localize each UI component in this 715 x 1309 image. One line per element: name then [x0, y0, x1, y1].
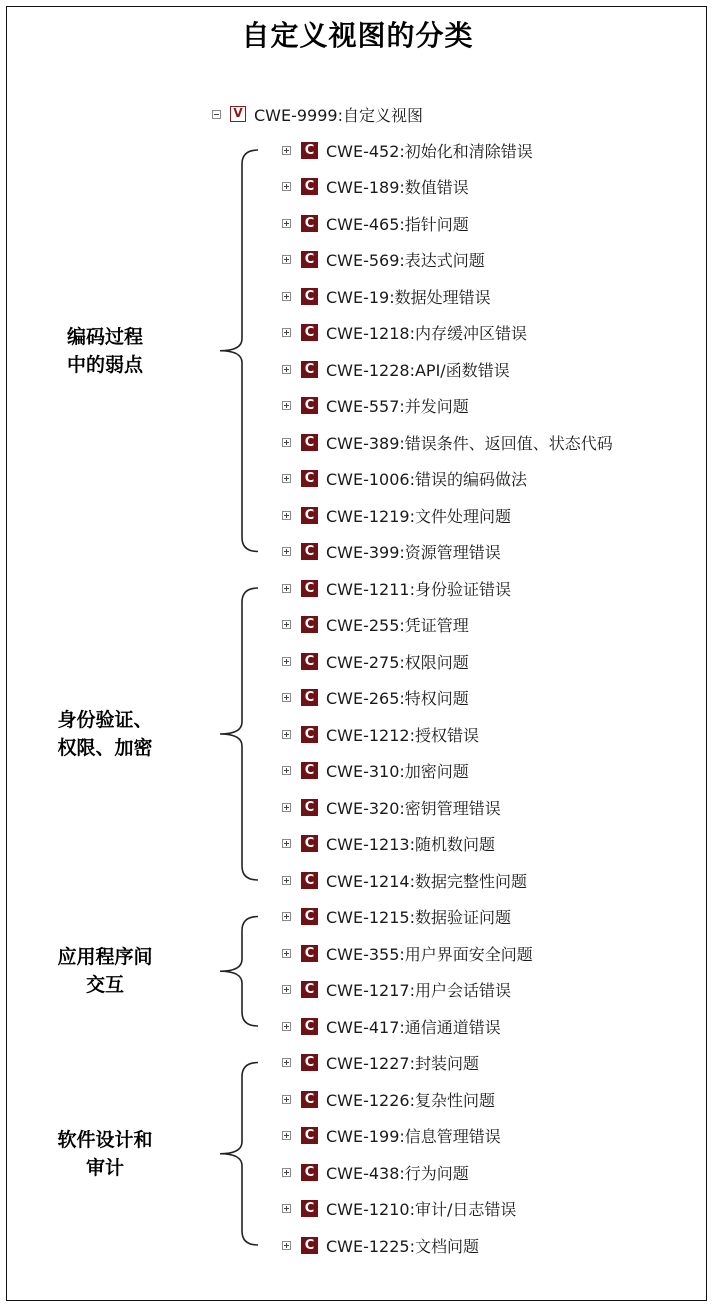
group-label-line: 身份验证、 [57, 709, 153, 731]
expand-icon[interactable] [282, 766, 291, 775]
category-icon: C [301, 288, 318, 305]
tree-item[interactable] [282, 467, 527, 491]
tree-item-label: CWE-310:加密问题 [326, 762, 469, 781]
expand-icon[interactable] [282, 876, 291, 885]
tree-item-label: CWE-1006:错误的编码做法 [326, 470, 527, 489]
expand-icon[interactable] [282, 219, 291, 228]
expand-icon[interactable] [282, 1168, 291, 1177]
tree-item-label: CWE-389:错误条件、返回值、状态代码 [326, 433, 613, 453]
category-icon: C [301, 1127, 318, 1144]
tree-item-label: CWE-452:初始化和清除错误 [326, 141, 533, 161]
category-icon: C [301, 178, 318, 195]
tree-item[interactable] [282, 941, 533, 965]
group-label-line: 权限、加密 [57, 737, 153, 759]
tree-item-label: CWE-1213:随机数问题 [326, 835, 495, 854]
tree-item[interactable] [282, 1197, 516, 1221]
tree-item[interactable] [282, 138, 533, 162]
tree-item[interactable] [282, 905, 511, 929]
expand-icon[interactable] [282, 584, 291, 593]
tree-item[interactable] [282, 211, 469, 235]
group-label [10, 943, 200, 999]
tree-item-label: CWE-1218:内存缓冲区错误 [326, 324, 527, 343]
category-icon: C [301, 251, 318, 268]
tree-item[interactable] [282, 321, 527, 345]
tree-item[interactable] [282, 357, 510, 381]
group-brace [220, 917, 258, 1027]
tree-item-label: CWE-1219:文件处理问题 [326, 506, 511, 526]
category-icon: C [301, 361, 318, 378]
tree-item[interactable] [282, 722, 479, 746]
tree-item[interactable] [282, 978, 511, 1002]
category-icon: C [301, 872, 318, 889]
tree-item-label: CWE-1226:复杂性问题 [326, 1090, 495, 1110]
tree-item-label: CWE-1211:身份验证错误 [326, 579, 511, 599]
tree-item[interactable] [282, 1233, 479, 1257]
tree-item-label: CWE-1227:封装问题 [326, 1054, 479, 1073]
expand-icon[interactable] [282, 1204, 291, 1213]
category-icon: C [301, 945, 318, 962]
category-icon: C [301, 434, 318, 451]
category-icon: C [301, 726, 318, 743]
group-label [10, 1126, 200, 1182]
category-icon: C [301, 799, 318, 816]
group-label [10, 706, 200, 762]
group-label-line: 软件设计和 [57, 1128, 153, 1151]
tree-item[interactable] [282, 759, 469, 783]
tree-item[interactable] [282, 1014, 501, 1038]
group-brace [220, 588, 258, 880]
expand-icon[interactable] [282, 949, 291, 958]
group-label-line: 应用程序间 [57, 946, 153, 969]
group-brace [220, 1063, 258, 1246]
expand-icon[interactable] [282, 1022, 291, 1031]
tree-item-label: CWE-1217:用户会话错误 [326, 981, 511, 1000]
tree-item-label: CWE-417:通信通道错误 [326, 1017, 501, 1037]
diagram-title: 自定义视图的分类 [241, 19, 474, 52]
category-icon: C [301, 1237, 318, 1254]
tree-item[interactable] [282, 576, 511, 600]
view-icon: V [230, 106, 246, 122]
tree-item[interactable] [282, 1160, 469, 1184]
tree-item[interactable] [282, 649, 469, 673]
tree-item-label: CWE-320:密钥管理错误 [326, 798, 501, 818]
tree-item-label: CWE-1212:授权错误 [326, 725, 479, 745]
category-icon: C [301, 762, 318, 779]
root-label: CWE-9999:自定义视图 [254, 105, 423, 125]
expand-icon[interactable] [282, 730, 291, 739]
expand-icon[interactable] [282, 803, 291, 812]
tree-item-label: CWE-569:表达式问题 [326, 251, 485, 270]
expand-icon[interactable] [282, 547, 291, 556]
group-brace [220, 150, 258, 552]
category-icon: C [301, 324, 318, 341]
expand-icon[interactable] [282, 292, 291, 301]
tree-item-label: CWE-1215:数据验证问题 [326, 908, 511, 927]
expand-icon[interactable] [282, 1058, 291, 1067]
category-icon: C [301, 397, 318, 414]
tree-item-label: CWE-399:资源管理错误 [326, 543, 501, 562]
tree-item[interactable] [282, 430, 613, 454]
expand-icon[interactable] [282, 146, 291, 155]
category-icon: C [301, 689, 318, 706]
expand-icon[interactable] [282, 1241, 291, 1250]
tree-item[interactable] [282, 832, 495, 856]
tree-item-label: CWE-1225:文档问题 [326, 1236, 479, 1256]
tree-item-label: CWE-1210:审计/日志错误 [326, 1200, 517, 1219]
tree-item-label: CWE-1214:数据完整性问题 [326, 871, 527, 891]
tree-item-label: CWE-255:凭证管理 [326, 616, 469, 635]
tree-item[interactable] [282, 175, 469, 199]
expand-icon[interactable] [282, 511, 291, 520]
expand-icon[interactable] [282, 620, 291, 629]
expand-icon[interactable] [282, 438, 291, 447]
tree-item[interactable] [282, 1124, 501, 1148]
tree-item-label: CWE-275:权限问题 [326, 652, 469, 672]
expand-icon[interactable] [282, 657, 291, 666]
expand-icon[interactable] [282, 1095, 291, 1104]
expand-icon[interactable] [282, 255, 291, 264]
tree-item[interactable] [282, 1087, 495, 1111]
category-icon: C [301, 1018, 318, 1035]
category-icon: C [301, 981, 318, 998]
category-icon: C [301, 1200, 318, 1217]
tree-item[interactable] [282, 284, 491, 308]
category-icon: C [301, 653, 318, 670]
tree-item-label: CWE-265:特权问题 [326, 689, 469, 708]
tree-item-label: CWE-438:行为问题 [326, 1163, 469, 1183]
category-icon: C [301, 142, 318, 159]
tree-item[interactable] [282, 540, 501, 564]
tree-item[interactable] [282, 248, 485, 272]
tree-item[interactable] [282, 1051, 479, 1075]
category-icon: C [301, 507, 318, 524]
group-label-line: 编码过程 [66, 325, 143, 348]
category-icon: C [301, 543, 318, 560]
tree-item-label: CWE-1228:API/函数错误 [326, 360, 510, 380]
tree-item-label: CWE-465:指针问题 [326, 214, 469, 234]
tree-item[interactable] [282, 394, 469, 418]
category-icon: C [301, 215, 318, 232]
expand-icon[interactable] [282, 912, 291, 921]
category-icon: C [301, 835, 318, 852]
expand-icon[interactable] [282, 693, 291, 702]
tree-item[interactable] [282, 613, 469, 637]
expand-icon[interactable] [282, 401, 291, 410]
tree-item-label: CWE-19:数据处理错误 [326, 287, 491, 307]
tree-item[interactable] [282, 503, 511, 527]
category-icon: C [301, 616, 318, 633]
expand-icon[interactable] [282, 839, 291, 848]
group-label-line: 审计 [85, 1156, 124, 1179]
tree-item-label: CWE-189:数值错误 [326, 178, 469, 197]
tree-item[interactable] [282, 795, 501, 819]
group-label-line: 交互 [85, 974, 124, 997]
expand-icon[interactable] [282, 365, 291, 374]
expand-icon[interactable] [282, 474, 291, 483]
group-label-line: 中的弱点 [66, 353, 143, 376]
category-icon: C [301, 1091, 318, 1108]
expand-icon[interactable] [282, 985, 291, 994]
expand-icon[interactable] [282, 328, 291, 337]
tree-item[interactable] [282, 686, 469, 710]
expand-icon[interactable] [282, 1131, 291, 1140]
category-icon: C [301, 580, 318, 597]
tree-item[interactable] [282, 868, 527, 892]
group-label [10, 323, 200, 379]
category-icon: C [301, 1164, 318, 1181]
category-icon: C [301, 1054, 318, 1071]
tree-item-label: CWE-199:信息管理错误 [326, 1127, 501, 1146]
tree-item-label: CWE-557:并发问题 [326, 397, 469, 416]
category-icon: C [301, 470, 318, 487]
category-icon: C [301, 908, 318, 925]
expand-icon[interactable] [282, 182, 291, 191]
tree-item-label: CWE-355:用户界面安全问题 [326, 944, 533, 964]
